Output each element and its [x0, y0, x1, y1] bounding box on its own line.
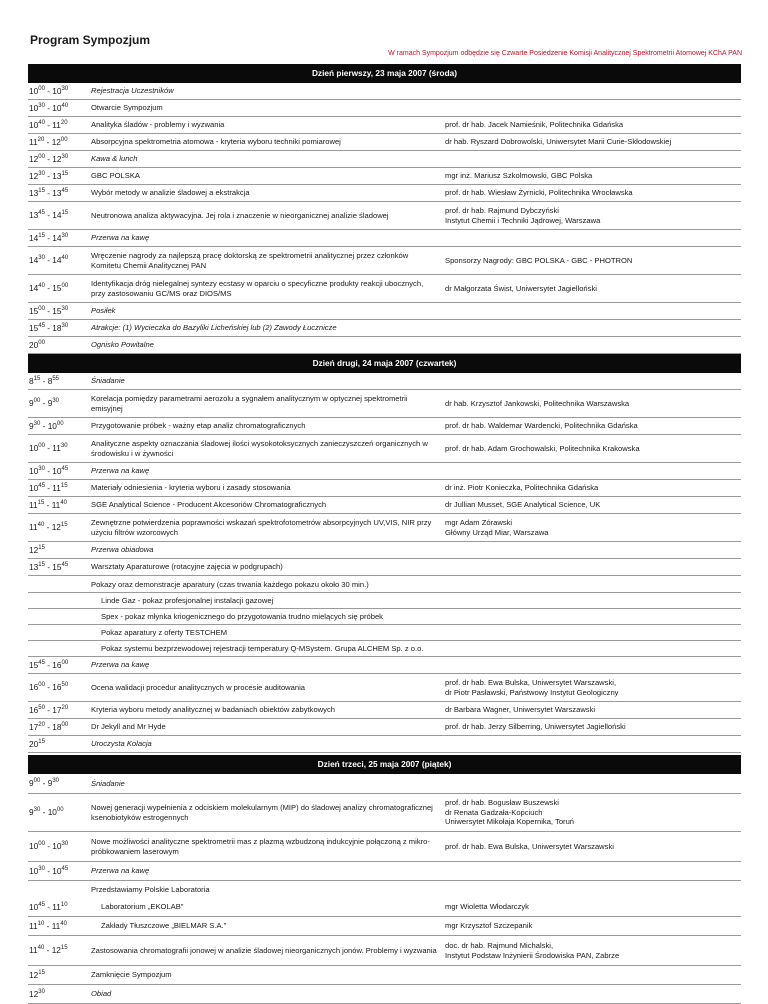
session-speaker: prof. dr hab. Waldemar Wardencki, Politechnika Gdańska	[445, 421, 638, 431]
session-speaker: dr inż. Piotr Konieczka, Politechnika Gdańska	[445, 483, 599, 493]
session-title: Neutronowa analiza aktywacyjna. Jej rola i znaczenie w nieorganicznej analizie śladowej	[91, 210, 389, 220]
session-speaker: dr hab. Krzysztof Jankowski, Politechnika Warszawska	[445, 398, 630, 408]
time-start-hour: 10	[29, 443, 39, 454]
time-cell: $13^{15} - 13^{45}$	[29, 187, 69, 198]
labs-heading: Przedstawiamy Polskie Laboratoria	[91, 885, 210, 894]
schedule-row	[28, 168, 741, 185]
session-title: GBC POLSKA	[91, 171, 140, 181]
time-start-min: 30	[33, 420, 41, 427]
session-title: Warsztaty Aparaturowe (rotacyjne zajęcia w podgrupach)	[91, 562, 283, 572]
schedule-row	[28, 303, 741, 320]
schedule-row	[28, 134, 741, 151]
time-end-hour: 10	[47, 807, 57, 818]
time-start-min: 40	[37, 522, 45, 529]
time-start-min: 30	[33, 807, 41, 814]
session-title: Przerwa na kawę	[91, 866, 150, 876]
time-cell: $12^{30} - 13^{15}$	[29, 170, 69, 181]
time-start-hour: 12	[29, 170, 39, 181]
schedule-row	[28, 100, 741, 117]
time-start-min: 40	[38, 119, 45, 126]
schedule-row	[28, 83, 741, 100]
time-start-hour: 16	[29, 704, 39, 715]
schedule-row	[28, 435, 741, 463]
session-speaker: prof. dr hab. Adam Grochowalski, Politechnika Krakowska	[445, 443, 640, 453]
session-title: Przygotowanie próbek - ważny etap analiz chromatograficznych	[91, 421, 306, 431]
time-start-hour: 12	[29, 544, 39, 555]
session-title: Wręczenie nagrody za najlepszą pracę doktorską ze spektrometrii analitycznej przez członków Komitetu Chemii Analitycznej PAN	[91, 250, 409, 270]
day-header: Dzień drugi, 24 maja 2007 (czwartek)	[28, 354, 741, 373]
schedule-row	[28, 674, 741, 702]
time-start-min: 15	[38, 232, 45, 239]
time-start-min: 45	[38, 210, 45, 217]
time-start-hour: 10	[29, 482, 39, 493]
time-end-min: 30	[60, 443, 68, 450]
time-end-hour: 14	[52, 232, 62, 243]
schedule-row	[28, 390, 741, 418]
time-start-hour: 15	[29, 305, 39, 316]
time-start-min: 00	[38, 682, 45, 689]
session-speaker: dr hab. Ryszard Dobrowolski, Uniwersytet Marii Curie-Skłodowskiej	[445, 137, 672, 147]
time-end-hour: 12	[51, 945, 61, 956]
session-title: Nowe możliwości analityczne spektrometrii mas z plazmą wzbudzoną indukcyjnie połączoną z mikro-próbkowaniem laserowym	[91, 836, 430, 856]
time-start-min: 00	[33, 398, 41, 405]
session-title: Śniadanie	[91, 376, 125, 386]
time-start-min: 30	[38, 255, 45, 262]
time-end-min: 40	[60, 920, 67, 927]
time-start-min: 00	[38, 305, 45, 312]
time-start-hour: 15	[29, 659, 39, 670]
time-cell: $10^{00} - 11^{30}$	[29, 443, 68, 454]
time-end-hour: 11	[51, 499, 61, 510]
session-title: Zamknięcie Sympozjum	[91, 970, 172, 980]
time-start-min: 00	[38, 153, 45, 160]
schedule-row	[28, 719, 741, 736]
workshop-intro	[28, 576, 741, 593]
time-end-hour: 10	[52, 465, 62, 476]
time-end-min: 30	[61, 841, 69, 848]
session-title: Obiad	[91, 989, 112, 999]
session-speaker: prof. dr hab. Jacek Namieśnik, Politechnika Gdańska	[445, 120, 624, 130]
time-cell	[28, 340, 91, 351]
time-cell: $10^{45} - 11^{10}$	[29, 901, 68, 912]
schedule-row	[28, 275, 741, 303]
time-end-min: 30	[52, 778, 59, 785]
time-start-hour: 14	[29, 232, 39, 243]
time-start-min: 40	[37, 945, 45, 952]
time-end-min: 45	[61, 465, 69, 472]
session-title: Przerwa na kawę	[91, 660, 150, 670]
time-start-min: 00	[33, 778, 41, 785]
session-title: Uroczysta Kolacja	[91, 739, 152, 749]
time-start-min: 15	[37, 499, 45, 506]
session-speaker: prof. dr hab. Ewa Bulska, Uniwersytet Warszawski, dr Piotr Pasławski, Państwowy Instytut Geologiczny	[445, 677, 619, 697]
session-title: Identyfikacja dróg nielegalnej syntezy ecstasy w oparciu o specyficzne produkty reakcji ubocznych, przy zastosowaniu GC/MS oraz DIOS/MS	[91, 278, 424, 298]
schedule-row	[28, 774, 741, 794]
time-end-hour: 10	[52, 865, 62, 876]
session-title: Rejestracja Uczestników	[91, 86, 174, 96]
time-start-hour: 11	[29, 499, 38, 510]
session-speaker: prof. dr hab. Ewa Bulska, Uniwersytet Warszawski	[445, 841, 614, 851]
day-header: Dzień trzeci, 25 maja 2007 (piątek)	[28, 755, 741, 774]
time-cell: $15^{45} - 18^{30}$	[29, 322, 69, 333]
time-start-min: 30	[38, 170, 45, 177]
time-end-min: 40	[61, 255, 69, 262]
time-start-min: 45	[38, 322, 45, 329]
workshop-item-text: Linde Gaz - pokaz profesjonalnej instalacji gazowej	[101, 596, 274, 605]
session-title: Absorpcyjna spektrometria atomowa - kryteria wyboru techniki pomiarowej	[91, 137, 341, 147]
schedule-row	[28, 936, 741, 966]
time-cell: $9^{00} - 9^{30}$	[29, 778, 59, 789]
time-end-min: 40	[60, 499, 67, 506]
time-end-min: 00	[56, 420, 64, 427]
time-end-hour: 12	[51, 136, 61, 147]
time-end-hour: 9	[47, 778, 53, 789]
schedule-row	[28, 117, 741, 134]
schedule-row	[28, 337, 741, 354]
time-end-hour: 9	[47, 398, 53, 409]
time-cell: $11^{15} - 11^{40}$	[29, 499, 67, 510]
time-end-min: 30	[61, 153, 69, 160]
session-title: Dr Jekyll and Mr Hyde	[91, 722, 166, 732]
time-start-hour: 10	[29, 85, 39, 96]
session-title: Wybór metody w analizie śladowej a ekstrakcja	[91, 188, 250, 198]
session-title: Kawa & lunch	[91, 154, 138, 164]
time-end-min: 00	[61, 721, 69, 728]
day-header: Dzień pierwszy, 23 maja 2007 (środa)	[28, 64, 741, 83]
time-start-hour: 12	[29, 153, 39, 164]
time-end-min: 55	[52, 375, 59, 382]
time-end-min: 45	[61, 865, 69, 872]
time-end-min: 20	[60, 119, 68, 126]
schedule-row	[28, 702, 741, 719]
labs-heading-row	[28, 881, 741, 898]
time-start-min: 15	[38, 561, 45, 568]
time-start-hour: 15	[29, 322, 39, 333]
time-start-hour: 9	[29, 807, 34, 818]
session-title: Zastosowania chromatografii jonowej w analizie śladowej nieorganicznych jonów. Problemy i wyzwania	[91, 945, 437, 955]
time-end-hour: 11	[52, 119, 61, 130]
time-start-hour: 10	[29, 102, 39, 113]
schedule-row	[28, 230, 741, 247]
time-start-min: 40	[38, 283, 45, 290]
time-end-hour: 14	[52, 210, 62, 221]
time-end-min: 30	[61, 305, 69, 312]
time-end-hour: 10	[52, 841, 62, 852]
time-cell: $10^{30} - 10^{45}$	[29, 865, 69, 876]
time-end-min: 50	[61, 682, 69, 689]
workshop-item-text: Pokaz aparatury z oferty TESTCHEM	[101, 628, 228, 637]
session-speaker: prof. dr hab. Wiesław Żyrnicki, Politechnika Wrocławska	[445, 188, 633, 198]
time-start-hour: 9	[29, 778, 34, 789]
time-end-hour: 12	[51, 522, 61, 533]
workshop-item	[28, 641, 741, 657]
session-speaker: doc. dr hab. Rajmund Michalski, Instytut Podstaw Inżynierii Środowiska PAN, Zabrze	[445, 940, 620, 960]
session-title: Śniadanie	[91, 778, 125, 788]
schedule-row	[28, 657, 741, 674]
time-cell: $9^{30} - 10^{00}$	[29, 420, 64, 431]
time-start-hour: 14	[29, 255, 39, 266]
time-start-min: 15	[38, 738, 45, 745]
schedule-row	[28, 185, 741, 202]
time-start-hour: 14	[29, 283, 39, 294]
workshop-item-text: Spex - pokaz młynka kriogenicznego do przygotowania trudno mielących się próbek	[101, 612, 383, 621]
time-cell: $11^{20} - 12^{00}$	[29, 136, 68, 147]
time-end-hour: 14	[52, 255, 62, 266]
time-end-hour: 17	[52, 704, 62, 715]
session-speaker: mgr inż. Mariusz Szkolmowski, GBC Polska	[445, 171, 593, 181]
page-subtitle: W ramach Sympozjum odbędzie się Czwarte Posiedzenie Komisji Analitycznej Spektrometrii Atomowej KChA PAN	[388, 50, 742, 57]
time-end-hour: 13	[52, 187, 62, 198]
time-start-min: 15	[33, 375, 41, 382]
session-title: Zakłady Tłuszczowe „BIELMAR S.A."	[101, 921, 227, 931]
time-cell: $14^{15} - 14^{30}$	[29, 232, 69, 243]
schedule-row	[28, 542, 741, 559]
session-title: SGE Analytical Science - Producent Akcesoriów Chromatograficznych	[91, 500, 327, 510]
time-cell: $10^{30} - 10^{45}$	[29, 465, 69, 476]
time-cell: $10^{00} - 10^{30}$	[29, 85, 69, 96]
time-cell: $13^{45} - 14^{15}$	[29, 210, 69, 221]
time-end-min: 45	[61, 187, 69, 194]
time-cell: $9^{30} - 10^{00}$	[29, 807, 64, 818]
time-end-min: 30	[61, 322, 69, 329]
time-end-min: 15	[61, 170, 69, 177]
time-end-hour: 18	[52, 721, 62, 732]
time-cell: $10^{30} - 10^{40}$	[29, 102, 69, 113]
time-cell: $10^{45} - 11^{15}$	[29, 482, 68, 493]
time-end-hour: 10	[52, 102, 62, 113]
session-speaker: dr Jullian Musset, SGE Analytical Science, UK	[445, 500, 601, 510]
time-cell: $15^{00} - 15^{30}$	[29, 305, 69, 316]
schedule-row	[28, 202, 741, 230]
session-title: Przerwa obiadowa	[91, 545, 154, 555]
session-title: Ocena walidacji procedur analitycznych w procesie auditowania	[91, 682, 306, 692]
time-end-hour: 11	[51, 920, 61, 931]
session-title: Kryteria wyboru metody analitycznej w badaniach obiektów zabytkowych	[91, 705, 335, 715]
schedule-row	[28, 917, 741, 936]
session-title: Laboratorium „EKOLAB"	[101, 902, 184, 912]
workshop-item	[28, 609, 741, 625]
schedule-row	[28, 985, 741, 1004]
schedule-row	[28, 247, 741, 275]
time-start-hour: 20	[29, 339, 39, 350]
time-start-hour: 13	[29, 187, 39, 198]
time-cell: $15^{45} - 16^{00}$	[29, 659, 69, 670]
time-start-hour: 20	[29, 738, 39, 749]
schedule-row	[28, 794, 741, 832]
schedule-row	[28, 480, 741, 497]
time-start-min: 30	[38, 988, 45, 995]
session-speaker: mgr Krzysztof Szczepanik	[445, 921, 533, 931]
time-end-min: 20	[61, 704, 69, 711]
time-start-min: 20	[37, 136, 45, 143]
time-start-min: 45	[38, 659, 45, 666]
session-title: Otwarcie Sympozjum	[91, 103, 163, 113]
time-cell: $12^{00} - 12^{30}$	[29, 153, 69, 164]
time-start-min: 00	[38, 841, 45, 848]
time-start-hour: 10	[29, 465, 39, 476]
time-end-hour: 15	[52, 283, 62, 294]
time-end-min: 15	[60, 522, 68, 529]
schedule-row	[28, 514, 741, 542]
workshop-item-text: Pokaz systemu bezprzewodowej rejestracji temperatury Q-MSystem. Grupa ALCHEM Sp. z o.o.	[101, 644, 424, 653]
session-speaker: Sponsorzy Nagrody: GBC POLSKA - GBC - PHOTRON	[445, 255, 633, 265]
time-start-min: 30	[38, 465, 45, 472]
schedule-row	[28, 559, 741, 576]
time-start-min: 10	[37, 920, 45, 927]
time-cell	[28, 739, 91, 750]
time-cell: $9^{00} - 9^{30}$	[29, 398, 59, 409]
time-end-hour: 11	[52, 482, 61, 493]
time-end-min: 15	[60, 482, 68, 489]
time-start-hour: 11	[29, 522, 38, 533]
time-start-hour: 16	[29, 682, 39, 693]
time-start-min: 20	[38, 721, 45, 728]
time-start-hour: 11	[29, 945, 38, 956]
session-speaker: prof. dr hab. Jerzy Silberring, Uniwersytet Jagielloński	[445, 722, 626, 732]
time-end-hour: 10	[47, 420, 57, 431]
time-start-min: 15	[38, 969, 45, 976]
time-start-hour: 10	[29, 901, 39, 912]
time-cell: $16^{00} - 16^{50}$	[29, 682, 69, 693]
time-end-min: 30	[61, 85, 69, 92]
time-end-hour: 16	[52, 682, 62, 693]
time-start-hour: 13	[29, 210, 39, 221]
time-start-hour: 11	[29, 920, 38, 931]
time-end-min: 30	[61, 232, 69, 239]
schedule-row	[28, 463, 741, 480]
time-start-min: 30	[38, 865, 45, 872]
schedule-row	[28, 418, 741, 435]
time-start-hour: 12	[29, 988, 39, 999]
session-title: Przerwa na kawę	[91, 466, 150, 476]
time-cell: $11^{40} - 12^{15}$	[29, 945, 68, 956]
time-start-min: 15	[38, 544, 45, 551]
schedule	[28, 64, 741, 1004]
session-speaker: dr Małgorzata Świst, Uniwersytet Jagielloński	[445, 283, 597, 293]
time-cell: $16^{50} - 17^{20}$	[29, 704, 69, 715]
time-cell: $13^{15} - 15^{45}$	[29, 561, 69, 572]
schedule-row	[28, 736, 741, 753]
schedule-row	[28, 966, 741, 985]
time-end-hour: 18	[52, 322, 62, 333]
time-end-hour: 11	[52, 901, 61, 912]
time-end-hour: 8	[47, 375, 53, 386]
time-cell: $8^{15} - 8^{55}$	[29, 375, 59, 386]
page-title: Program Sympozjum	[30, 33, 151, 47]
time-start-hour: 10	[29, 119, 39, 130]
schedule-row	[28, 320, 741, 337]
time-cell	[28, 970, 91, 981]
time-start-min: 45	[38, 482, 45, 489]
time-end-min: 15	[61, 210, 69, 217]
workshop-item	[28, 625, 741, 641]
session-title: Ognisko Powitalne	[91, 340, 154, 350]
time-start-min: 15	[38, 187, 45, 194]
schedule-row	[28, 151, 741, 168]
session-title: Posiłek	[91, 306, 116, 316]
time-end-min: 00	[56, 807, 64, 814]
time-start-min: 00	[38, 339, 45, 346]
session-title: Przerwa na kawę	[91, 233, 150, 243]
time-cell: $11^{10} - 11^{40}$	[29, 920, 67, 931]
time-end-hour: 16	[52, 659, 62, 670]
time-cell: $11^{40} - 12^{15}$	[29, 522, 68, 533]
time-cell: $17^{20} - 18^{00}$	[29, 721, 69, 732]
session-speaker: mgr Wioletta Włodarczyk	[445, 902, 529, 912]
time-cell	[28, 545, 91, 556]
schedule-row	[28, 373, 741, 390]
time-end-hour: 15	[52, 561, 62, 572]
time-end-hour: 11	[52, 443, 61, 454]
time-start-hour: 8	[29, 375, 34, 386]
session-speaker: prof. dr hab. Bogusław Buszewski dr Renata Gadzała-Kopciuch Uniwersytet Mikołaja Kopernika, Toruń	[445, 797, 575, 827]
workshop-item	[28, 593, 741, 609]
time-start-hour: 9	[29, 398, 34, 409]
time-end-min: 40	[61, 102, 69, 109]
schedule-row	[28, 862, 741, 881]
time-end-hour: 13	[52, 170, 62, 181]
workshop-intro-text: Pokazy oraz demonstracje aparatury (czas trwania każdego pokazu około 30 min.)	[91, 579, 369, 589]
time-start-min: 30	[38, 102, 45, 109]
time-start-hour: 13	[29, 561, 39, 572]
time-cell	[28, 989, 91, 1000]
time-end-min: 10	[60, 901, 68, 908]
session-speaker: mgr Adam Zórawski Główny Urząd Miar, Warszawa	[445, 517, 549, 537]
session-title: Analityczne aspekty oznaczania śladowej ilości wysokotoksycznych zanieczyszczeń organicznych w środowisku i w żywności	[91, 438, 428, 458]
schedule-row	[28, 832, 741, 862]
session-title: Nowej generacji wypełnienia z odciskiem molekularnym (MIP) do śladowej analizy chromatograficznej ksenobiotyków estrogennych	[91, 802, 433, 822]
time-start-hour: 17	[29, 721, 39, 732]
time-end-min: 00	[61, 659, 69, 666]
time-start-min: 00	[38, 443, 45, 450]
time-start-hour: 9	[29, 420, 34, 431]
session-title: Analityka śladów - problemy i wyzwania	[91, 120, 225, 130]
time-end-hour: 10	[52, 85, 62, 96]
schedule-row	[28, 898, 741, 917]
time-end-min: 15	[60, 945, 68, 952]
time-end-hour: 15	[52, 305, 62, 316]
time-cell: $10^{00} - 10^{30}$	[29, 841, 69, 852]
time-cell: $14^{40} - 15^{00}$	[29, 283, 69, 294]
session-title: Korelacja pomiędzy parametrami aerozolu a sygnałem analitycznym w optycznej spektrometrii emisyjnej	[91, 393, 408, 413]
session-speaker: prof. dr hab. Rajmund Dybczyński Instytut Chemii i Techniki Jądrowej, Warszawa	[445, 205, 601, 225]
time-cell: $14^{30} - 14^{40}$	[29, 255, 69, 266]
time-start-min: 45	[38, 901, 45, 908]
time-start-min: 50	[38, 704, 45, 711]
time-start-min: 00	[38, 85, 45, 92]
time-end-hour: 12	[52, 153, 62, 164]
time-start-hour: 10	[29, 865, 39, 876]
time-end-min: 30	[52, 398, 59, 405]
time-start-hour: 12	[29, 969, 39, 980]
session-title: Materiały odniesienia - kryteria wyboru i zasady stosowania	[91, 483, 291, 493]
time-start-hour: 11	[29, 136, 38, 147]
session-speaker: dr Barbara Wagner, Uniwersytet Warszawski	[445, 705, 596, 715]
time-cell: $10^{40} - 11^{20}$	[29, 119, 68, 130]
time-end-min: 45	[61, 561, 69, 568]
session-title: Atrakcje: (1) Wycieczka do Bazyliki Licheńskiej lub (2) Zawody Łucznicze	[91, 323, 337, 333]
time-end-min: 00	[61, 283, 69, 290]
schedule-row	[28, 497, 741, 514]
time-end-min: 00	[60, 136, 68, 143]
session-title: Zewnętrzne potwierdzenia poprawności wskazań spektrofotometrów absorpcyjnych UV,VIS, NIR przy użyciu filtrów wzorcowych	[91, 517, 432, 537]
time-start-hour: 10	[29, 841, 39, 852]
